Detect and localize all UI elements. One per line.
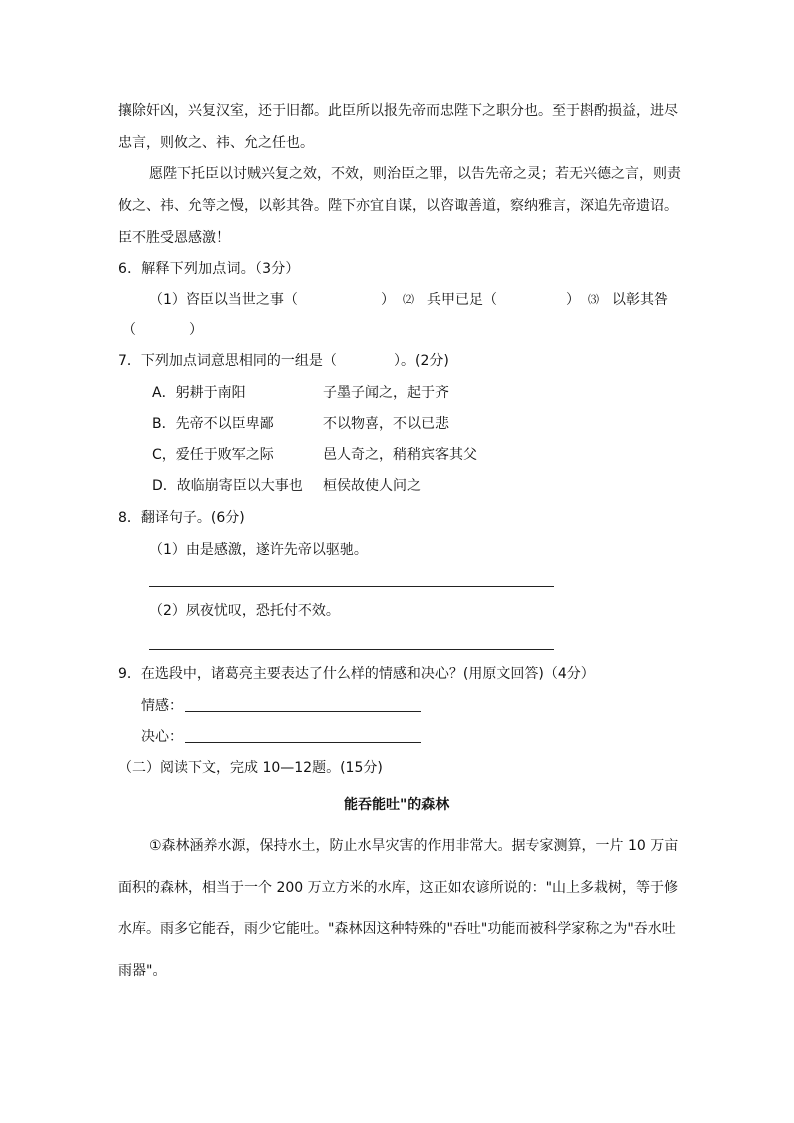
q9-resolve-answer-line[interactable]: [185, 742, 421, 743]
question-9-stem: 9．在选段中，诸葛亮主要表达了什么样的情感和决心？(用原文回答)（4分）: [118, 666, 595, 682]
article-title: 能吞能吐"的森林: [344, 797, 450, 813]
passage-line: 忠言，则攸之、祎、允之任也。: [118, 135, 314, 151]
q9-resolve-label: 决心：: [141, 729, 183, 745]
q7-option-d-pair: 桓侯故使人问之: [323, 478, 421, 494]
q6-item-2-number: ⑵: [403, 293, 414, 306]
passage-line: 攘除奸凶，兴复汉室，还于旧都。此臣所以报先帝而忠陛下之职分也。至于斟酌损益，进尽: [118, 103, 678, 119]
article-line: 雨器"。: [118, 963, 167, 979]
section-2-heading: （二）阅读下文，完成 10—12题。(15分): [118, 760, 383, 776]
q8-sentence-1: （1）由是感激，遂许先帝以驱驰。: [149, 542, 368, 558]
passage-line: 愿陛下托臣以讨贼兴复之效，不效，则治臣之罪，以告先帝之灵；若无兴德之言，则责: [149, 166, 681, 182]
q7-option-b-pair: 不以物喜，不以已悲: [323, 416, 449, 432]
q6-item-2: 兵甲已足（: [427, 292, 497, 308]
q6-item-1: （1）咨臣以当世之事（: [149, 292, 298, 308]
question-7-stem-end: ）。(2分): [394, 353, 449, 369]
q6-item-3: 以彰其咎: [612, 292, 668, 308]
q8-sentence-2: （2）夙夜忧叹，恐托付不效。: [149, 603, 340, 619]
q8-answer-line-1[interactable]: [149, 586, 554, 587]
q6-item-3-close: ）: [189, 322, 203, 338]
article-line: 水库。雨多它能吞，雨少它能吐。"森林因这种特殊的"吞吐"功能而被科学家称之为"吞水吐: [118, 921, 676, 937]
q7-option-c: C，爱任于败军之际: [152, 447, 274, 463]
q7-option-c-pair: 邑人奇之，稍稍宾客其父: [323, 447, 477, 463]
article-line: ①森林涵养水源，保持水土，防止水旱灾害的作用非常大。据专家测算，一片 10 万亩: [149, 838, 679, 854]
q6-item-3-number: ⑶: [588, 293, 599, 306]
q7-option-a-pair: 子墨子闻之，起于齐: [323, 385, 449, 401]
article-line: 面积的森林，相当于一个 200 万立方米的水库，这正如农谚所说的："山上多栽树，等于修: [118, 880, 679, 896]
q6-item-3-open: （: [122, 322, 136, 338]
q8-answer-line-2[interactable]: [149, 649, 554, 650]
question-7-stem: 7．下列加点词意思相同的一组是（: [118, 353, 337, 369]
question-6-stem: 6．解释下列加点词。（3分）: [118, 261, 300, 277]
q7-option-a: A．躬耕于南阳: [152, 385, 246, 401]
q7-option-d: D．故临崩寄臣以大事也: [152, 478, 303, 494]
q6-item-1-close: ）: [381, 292, 395, 308]
passage-line: 攸之、祎、允等之慢，以彰其咎。陛下亦宜自谋，以咨诹善道，察纳雅言，深追先帝遗诏。: [118, 198, 678, 214]
q7-option-b: B．先帝不以臣卑鄙: [152, 416, 274, 432]
q9-emotion-answer-line[interactable]: [185, 711, 421, 712]
q9-emotion-label: 情感：: [141, 698, 183, 714]
question-8-stem: 8．翻译句子。(6分): [118, 510, 245, 526]
passage-line: 臣不胜受恩感激！: [118, 230, 230, 246]
q6-item-2-close: ）: [566, 292, 580, 308]
